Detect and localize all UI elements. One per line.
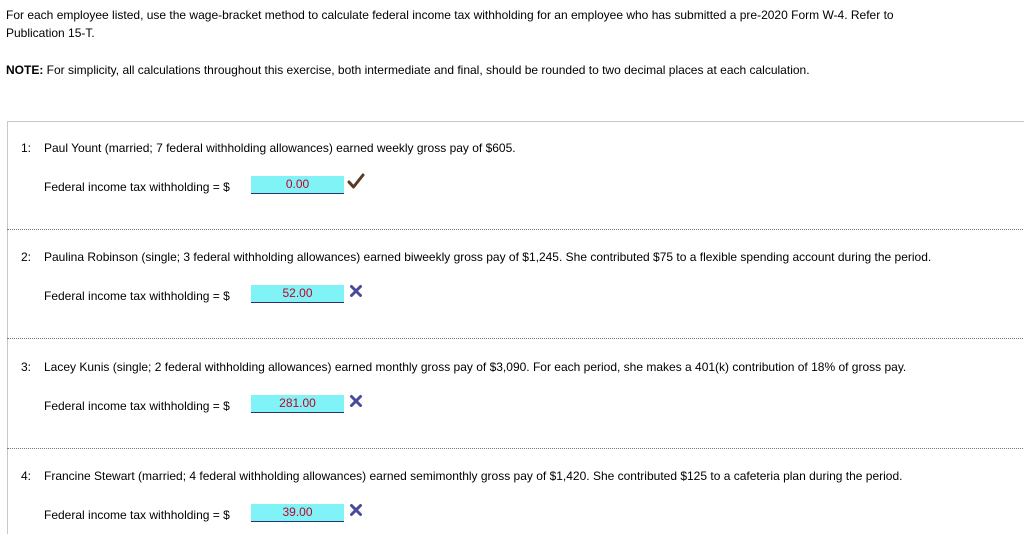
- question-number: 1:: [21, 141, 32, 155]
- answer-input[interactable]: 39.00: [251, 504, 344, 522]
- question-text: Lacey Kunis (single; 2 federal withholding allowances) earned monthly gross pay of $3,090. For each period, she makes a 401(k) contribution of 18% of gross pay.: [44, 360, 907, 374]
- question-text: Francine Stewart (married; 4 federal withholding allowances) earned semimonthly gross pay of $1,420. She contributed $125 to a cafeteria plan during the period.: [44, 469, 903, 483]
- question-2: [7, 230, 1024, 339]
- question-1: [7, 121, 1024, 230]
- note-label: NOTE:: [6, 63, 44, 77]
- answer-label: Federal income tax withholding = $: [44, 289, 230, 303]
- answer-label: Federal income tax withholding = $: [44, 399, 230, 413]
- question-text: Paulina Robinson (single; 3 federal withholding allowances) earned biweekly gross pay of $1,245. She contributed $75 to a flexible spending account during the period.: [44, 250, 932, 264]
- question-text: Paul Yount (married; 7 federal withholding allowances) earned weekly gross pay of $605.: [44, 141, 516, 155]
- question-number: 4:: [21, 469, 32, 483]
- answer-label: Federal income tax withholding = $: [44, 180, 230, 194]
- answer-label: Federal income tax withholding = $: [44, 508, 230, 522]
- question-3: [7, 340, 1024, 449]
- question-divider: [7, 338, 1024, 339]
- cross-icon: [347, 282, 365, 300]
- cross-icon: [347, 392, 365, 410]
- answer-input[interactable]: 0.00: [251, 176, 344, 194]
- instructions-line-2: Publication 15-T.: [6, 26, 95, 40]
- answer-input[interactable]: 281.00: [251, 395, 344, 413]
- note: [6, 61, 1016, 80]
- note-text: For simplicity, all calculations throughout this exercise, both intermediate and final, should be rounded to two decimal places at each calculation.: [43, 63, 810, 77]
- instructions-line-1: For each employee listed, use the wage-bracket method to calculate federal income tax withholding for an employee who has submitted a pre-2020 Form W-4. Refer to: [6, 8, 894, 22]
- check-icon: [347, 173, 365, 191]
- question-number: 3:: [21, 360, 32, 374]
- cross-icon: [347, 501, 365, 519]
- instructions: [6, 5, 1016, 40]
- question-4: [7, 449, 1024, 534]
- answer-input[interactable]: 52.00: [251, 285, 344, 303]
- question-number: 2:: [21, 250, 32, 264]
